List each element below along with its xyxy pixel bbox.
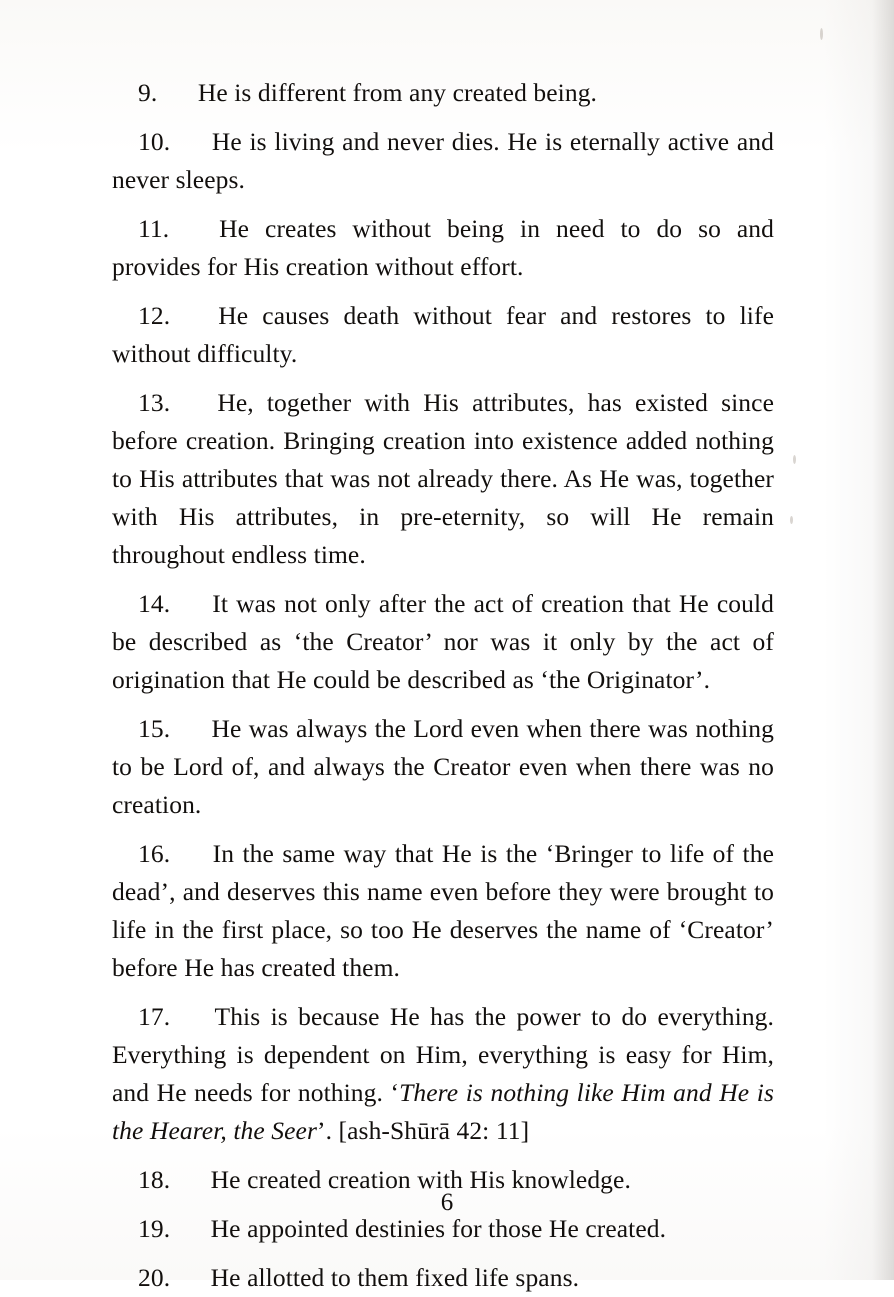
page-number: 6	[440, 1189, 454, 1216]
list-item	[112, 384, 774, 574]
scan-speck	[793, 455, 796, 464]
item-text: He creates without being in need to do so and provides for His creation without effort.	[112, 214, 774, 281]
item-number: 18.	[138, 1165, 171, 1194]
item-number: 11.	[138, 214, 170, 243]
item-text: He created creation with His knowledge.	[210, 1165, 631, 1194]
item-number: 19.	[138, 1214, 171, 1243]
scan-speck	[820, 28, 823, 40]
item-text: It was not only after the act of creation that He could be described as ‘the Creator’ nor was it only by the act of origination that He could be described as ‘the Originator’.	[112, 589, 774, 694]
list-item	[112, 835, 774, 987]
list-item	[112, 585, 774, 699]
quran-reference: ’. [ash-Shūrā 42: 11]	[317, 1116, 530, 1145]
item-text: He is living and never dies. He is eternally active and never sleeps.	[112, 127, 774, 194]
page-body	[112, 74, 774, 1297]
quran-quote: There is nothing like Him and He is the Hearer, the Seer	[112, 1078, 774, 1145]
item-number: 16.	[138, 839, 171, 868]
list-item	[112, 297, 774, 373]
item-text: He, together with His attributes, has existed since before creation. Bringing creation into existence added nothing to His attributes that was not already there. As He was, together with His attributes, in pre-eternity, so will He remain throughout endless time.	[112, 388, 774, 569]
item-text: He appointed destinies for those He created.	[210, 1214, 667, 1243]
item-number: 13.	[138, 388, 171, 417]
item-text: In the same way that He is the ‘Bringer to life of the dead’, and deserves this name even before they were brought to life in the first place, so too He deserves the name of ‘Creator’ before He has created them.	[112, 839, 774, 982]
item-text: This is because He has the power to do everything. Everything is dependent on Him, everything is easy for Him, and He needs for nothing. ‘	[112, 1002, 774, 1107]
list-item	[112, 710, 774, 824]
list-item	[112, 998, 774, 1150]
list-item	[112, 1259, 774, 1297]
item-text: He causes death without fear and restores to life without difficulty.	[112, 301, 774, 368]
list-item	[112, 210, 774, 286]
item-text: He allotted to them fixed life spans.	[210, 1263, 580, 1292]
item-text: He was always the Lord even when there was nothing to be Lord of, and always the Creator even when there was no creation.	[112, 714, 774, 819]
item-number: 15.	[138, 714, 171, 743]
item-text: He is different from any created being.	[197, 78, 598, 107]
item-number: 17.	[138, 1002, 171, 1031]
item-number: 9.	[138, 78, 158, 107]
item-number: 12.	[138, 301, 171, 330]
list-item	[112, 123, 774, 199]
list-item	[112, 74, 774, 112]
scan-speck	[790, 516, 793, 524]
item-number: 10.	[138, 127, 171, 156]
item-number: 20.	[138, 1263, 171, 1292]
item-number: 14.	[138, 589, 171, 618]
